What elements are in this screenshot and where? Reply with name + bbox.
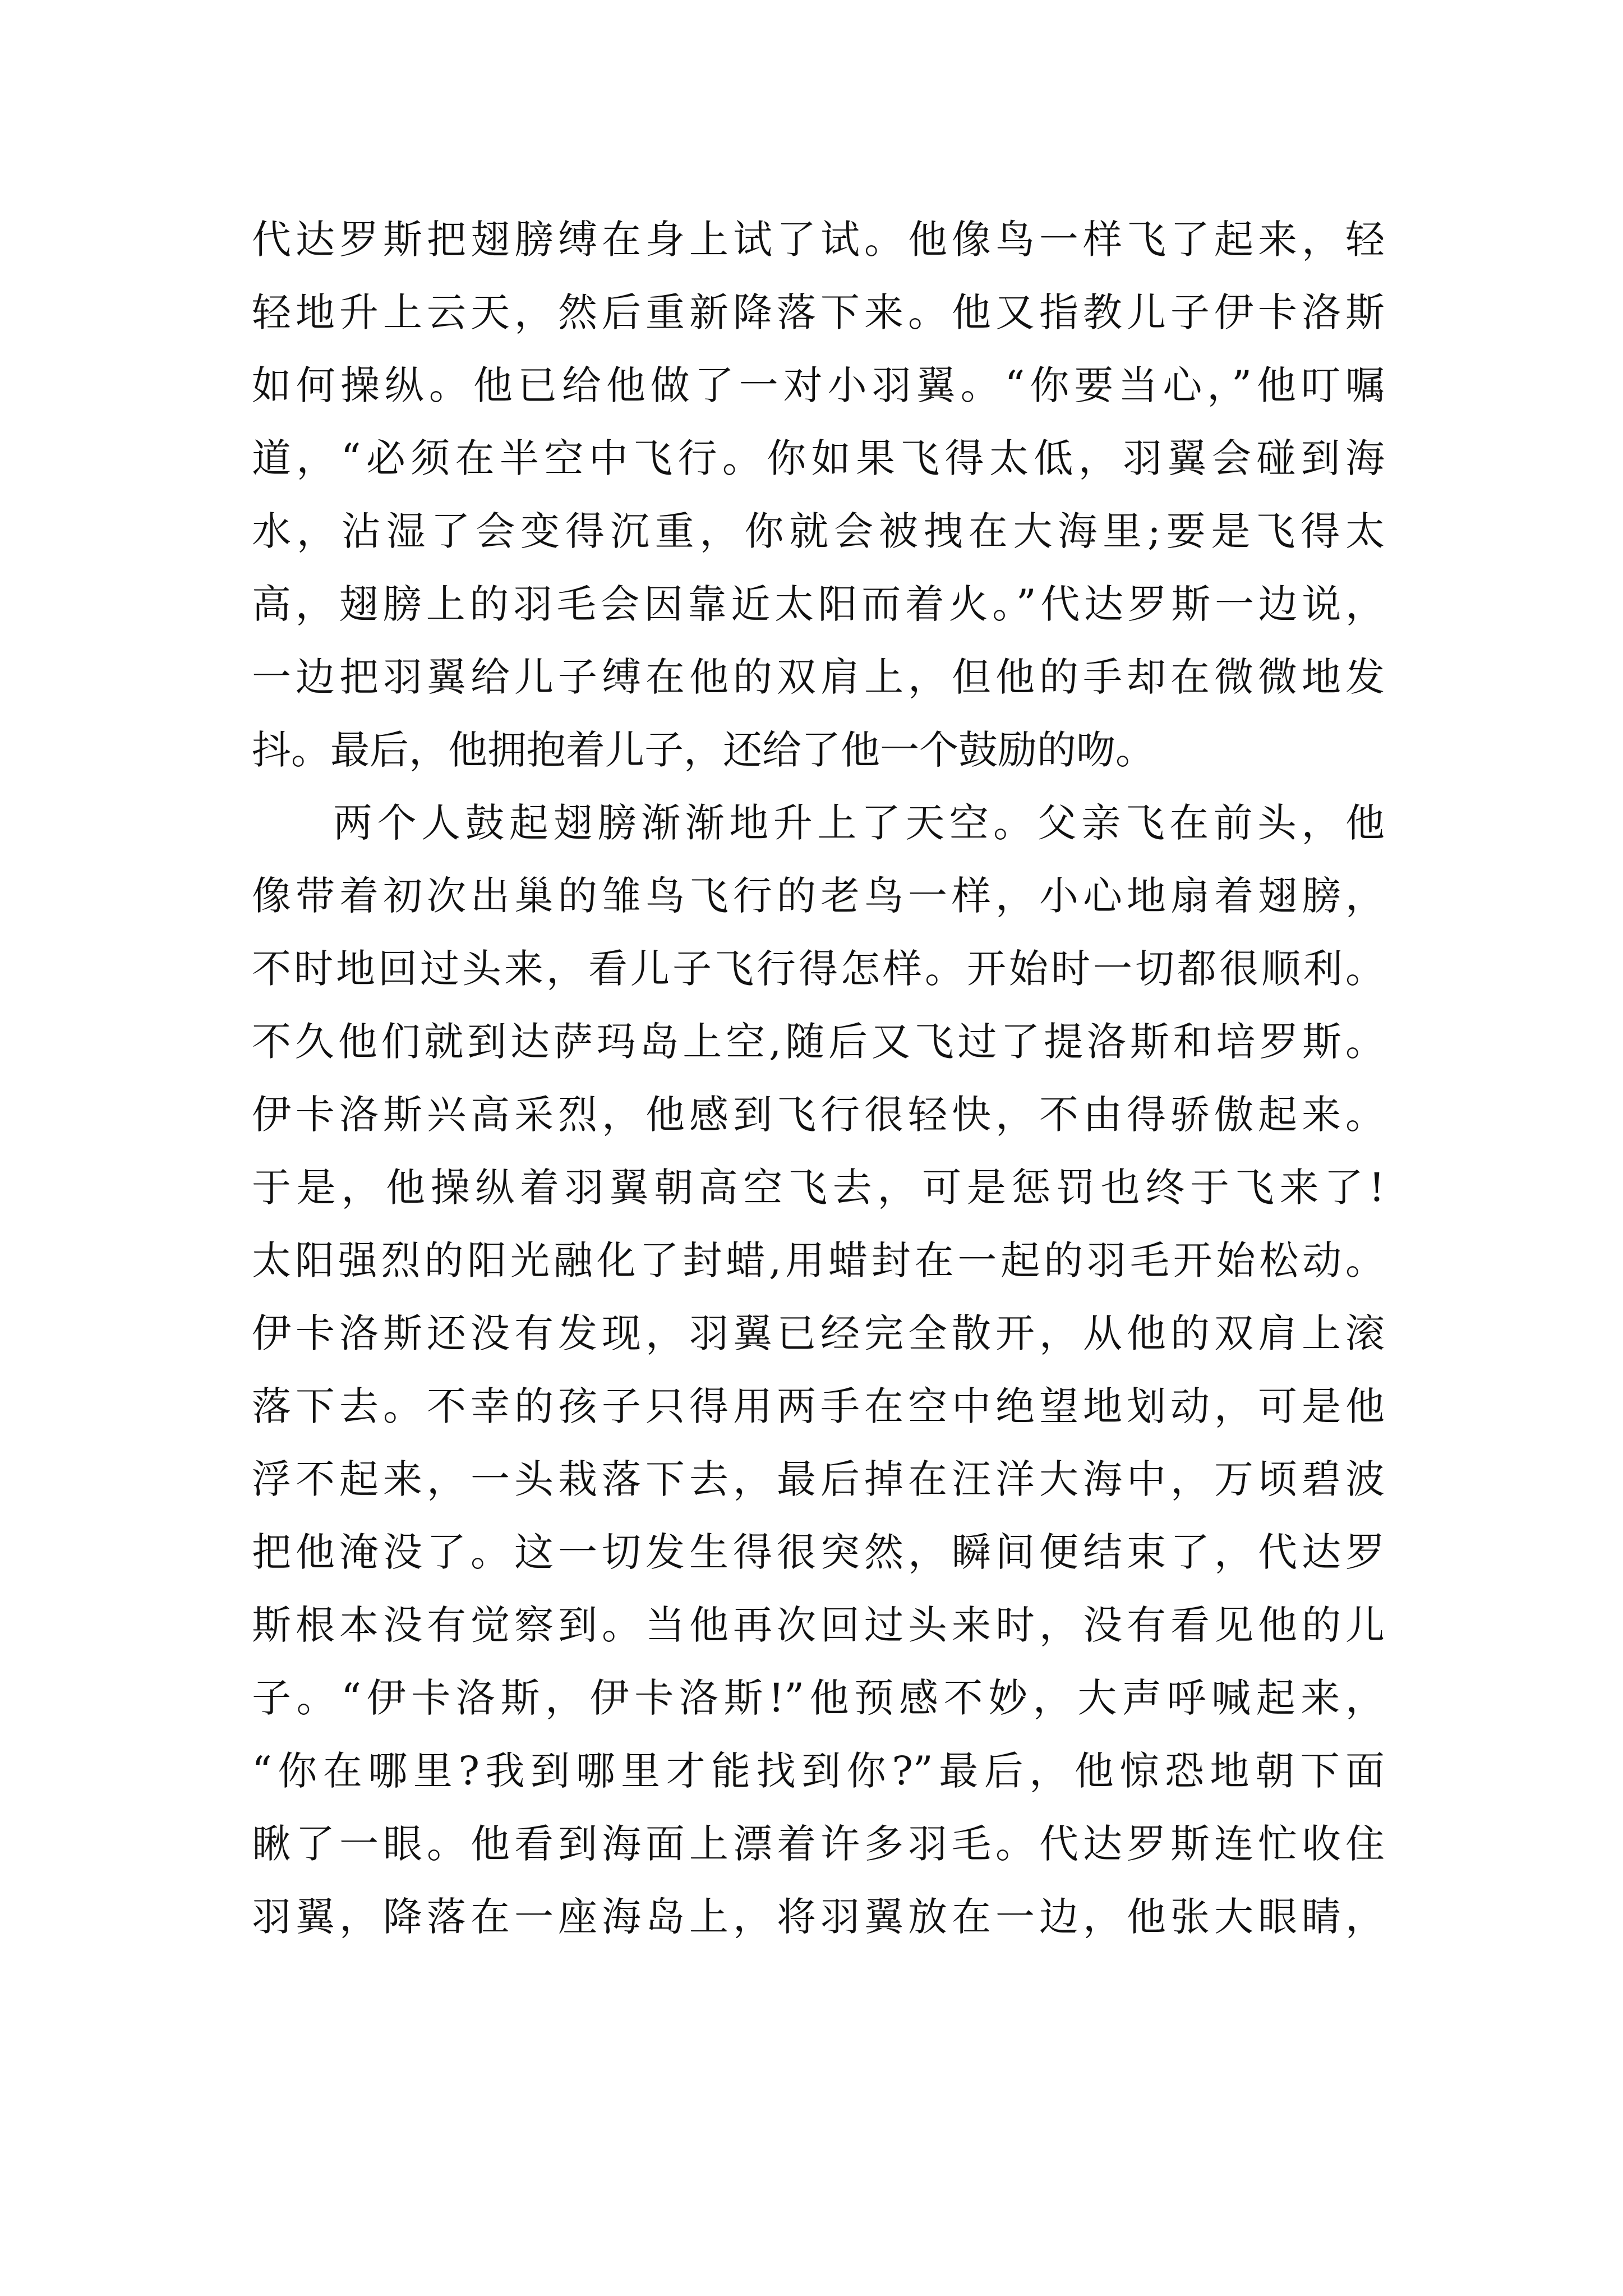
text-line: 落下去。不幸的孩子只得用两手在空中绝望地划动，可是他	[252, 1383, 1385, 1429]
text-line: 子。“伊卡洛斯，伊卡洛斯!”他预感不妙，大声呼喊起来，	[252, 1675, 1385, 1721]
text-line: 如何操纵。他已给他做了一对小羽翼。“你要当心，”他叮嘱	[252, 362, 1385, 408]
text-line: 像带着初次出巢的雏鸟飞行的老鸟一样，小心地扇着翅膀，	[252, 873, 1385, 919]
text-line: 高，翅膀上的羽毛会因靠近太阳而着火。”代达罗斯一边说，	[252, 581, 1385, 627]
text-line: “你在哪里?我到哪里才能找到你?”最后，他惊恐地朝下面	[252, 1748, 1385, 1794]
text-line: 太阳强烈的阳光融化了封蜡,用蜡封在一起的羽毛开始松动。	[252, 1237, 1385, 1283]
text-line: 斯根本没有觉察到。当他再次回过头来时，没有看见他的儿	[252, 1602, 1385, 1648]
text-line: 一边把羽翼给儿子缚在他的双肩上，但他的手却在微微地发	[252, 654, 1385, 700]
text-line: 两个人鼓起翅膀渐渐地升上了天空。父亲飞在前头，他	[333, 800, 1385, 846]
text-line: 不久他们就到达萨玛岛上空,随后又飞过了提洛斯和培罗斯。	[252, 1019, 1385, 1065]
text-line: 道，“必须在半空中飞行。你如果飞得太低，羽翼会碰到海	[252, 435, 1385, 481]
text-line: 把他淹没了。这一切发生得很突然，瞬间便结束了，代达罗	[252, 1529, 1385, 1575]
body-text	[252, 203, 1385, 1953]
text-line: 瞅了一眼。他看到海面上漂着许多羽毛。代达罗斯连忙收住	[252, 1821, 1385, 1867]
text-line: 羽翼，降落在一座海岛上，将羽翼放在一边，他张大眼睛，	[252, 1894, 1385, 1940]
text-line: 伊卡洛斯还没有发现，羽翼已经完全散开，从他的双肩上滚	[252, 1310, 1385, 1356]
text-line: 浮不起来，一头栽落下去，最后掉在汪洋大海中，万顷碧波	[252, 1456, 1385, 1502]
text-line: 于是，他操纵着羽翼朝高空飞去，可是惩罚也终于飞来了!	[252, 1165, 1385, 1211]
text-line: 轻地升上云天，然后重新降落下来。他又指教儿子伊卡洛斯	[252, 289, 1385, 335]
text-line: 伊卡洛斯兴高采烈，他感到飞行很轻快，不由得骄傲起来。	[252, 1092, 1385, 1138]
text-line: 抖。最后，他拥抱着儿子，还给了他一个鼓励的吻。	[252, 727, 1155, 773]
text-line: 水，沾湿了会变得沉重，你就会被拽在大海里;要是飞得太	[252, 508, 1385, 554]
text-line: 不时地回过头来，看儿子飞行得怎样。开始时一切都很顺利。	[252, 946, 1385, 992]
text-line: 代达罗斯把翅膀缚在身上试了试。他像鸟一样飞了起来，轻	[252, 217, 1385, 263]
